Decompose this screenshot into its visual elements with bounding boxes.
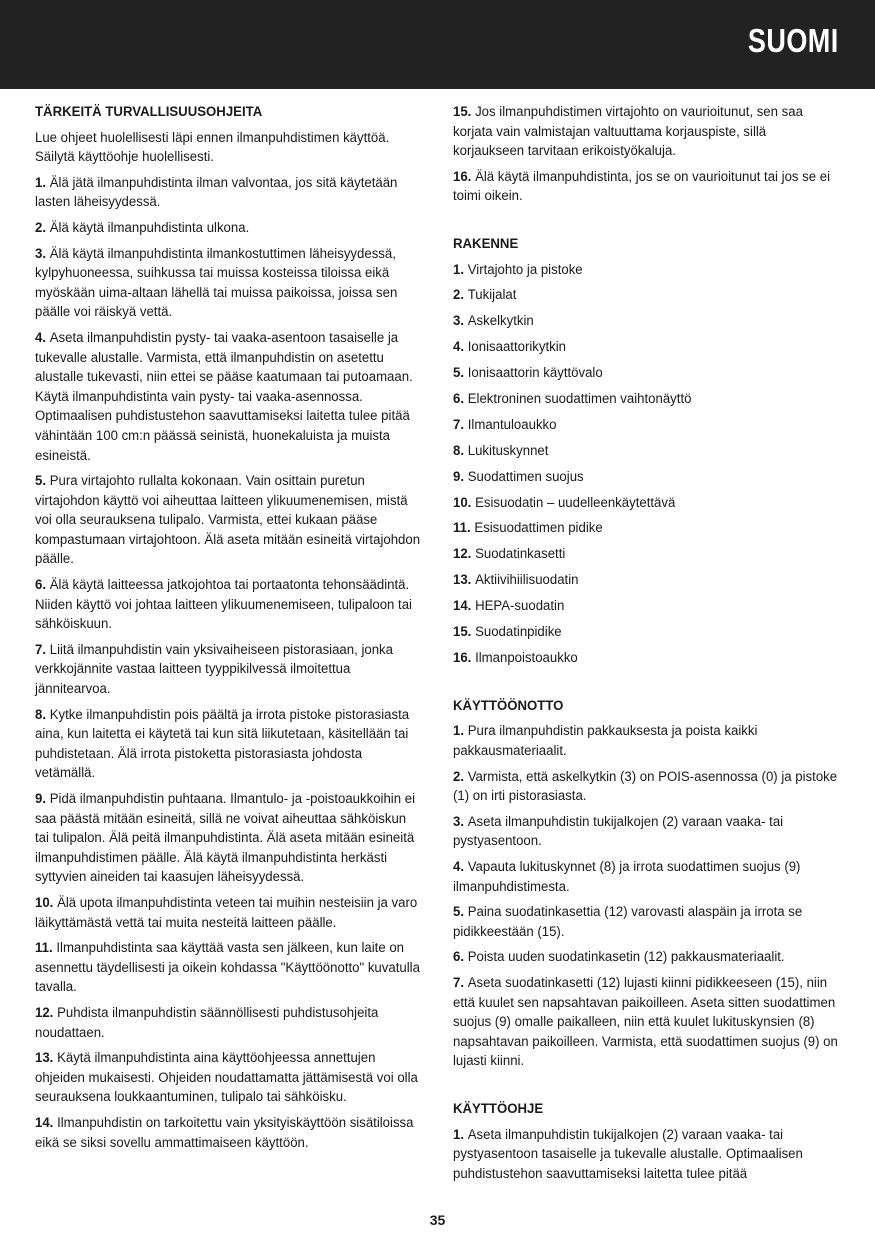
item-text: Ilmanpoistoaukko — [475, 649, 578, 666]
setup-heading: KÄYTTÖÖNOTTO — [453, 697, 564, 714]
item-number: 10. — [35, 894, 54, 911]
safety-item — [35, 790, 421, 888]
item-number: 5. — [35, 473, 47, 490]
structure-item — [453, 261, 812, 281]
item-number: 6. — [35, 577, 47, 594]
safety-intro: Lue ohjeet huolellisesti läpi ennen ilmanpuhdistimen käyttöä. Säilytä käyttöohje huolellisesti. — [35, 129, 390, 166]
usage-item — [453, 1126, 839, 1185]
safety-item — [35, 576, 421, 635]
item-text: Suodattimen suojus — [467, 468, 584, 485]
safety-item — [35, 1004, 421, 1043]
item-number: 11. — [35, 940, 53, 957]
structure-item — [453, 494, 812, 514]
setup-item — [453, 722, 839, 761]
item-number: 3. — [453, 813, 465, 830]
item-number: 4. — [453, 858, 465, 875]
item-text: Aseta ilmanpuhdistin tukijalkojen (2) varaan vaaka- tai pystyasentoon. — [453, 813, 784, 850]
safety-item — [35, 641, 421, 700]
item-text: Älä käytä ilmanpuhdistinta ulkona. — [49, 219, 250, 236]
item-number: 15. — [453, 104, 472, 120]
item-text: Älä käytä laitteessa jatkojohtoa tai portaatonta tehonsäädintä. Niiden käyttö voi johtaa laitteen ylikuumenemiseen, tulipaloon tai sähköiskuun. — [35, 577, 412, 633]
safety-list-right — [453, 103, 839, 207]
item-number: 13. — [453, 572, 472, 589]
safety-item — [35, 472, 421, 570]
setup-item — [453, 858, 839, 897]
item-text: Älä jätä ilmanpuhdistinta ilman valvontaa, jos sitä käytetään lasten läheisyydessä. — [35, 174, 398, 211]
item-number: 3. — [453, 313, 465, 330]
item-text: Ionisaattorikytkin — [467, 339, 567, 356]
item-text: Lukituskynnet — [467, 442, 549, 459]
setup-item — [453, 813, 839, 852]
structure-item — [453, 468, 812, 488]
item-number: 15. — [453, 624, 472, 641]
safety-item — [35, 245, 421, 323]
item-number: 13. — [35, 1050, 54, 1067]
item-number: 2. — [453, 287, 465, 304]
item-text: Varmista, että askelkytkin (3) on POIS-asennossa (0) ja pistoke (1) on irti pistorasiasta. — [453, 768, 838, 805]
item-number: 9. — [453, 468, 465, 485]
item-text: Poista uuden suodatinkasetin (12) pakkausmateriaalit. — [467, 949, 785, 966]
item-text: Ilmanpuhdistin on tarkoitettu vain yksityiskäyttöön sisätiloissa eikä se siksi sovellu ammattimaiseen käyttöön. — [35, 1114, 414, 1151]
safety-item — [453, 103, 839, 162]
item-number: 5. — [453, 365, 465, 382]
structure-item — [453, 286, 812, 306]
item-text: Tukijalat — [467, 287, 517, 304]
item-number: 1. — [35, 174, 47, 191]
structure-item — [453, 623, 812, 643]
item-text: Suodatinpidike — [475, 624, 562, 641]
right-column — [453, 103, 839, 1190]
item-number: 1. — [453, 723, 465, 740]
item-number: 3. — [35, 245, 47, 262]
structure-item — [453, 649, 812, 669]
item-text: Aseta suodatinkasetti (12) lujasti kiinni pidikkeeseen (15), niin että kuulet sen napsahtavan paikoilleen. Aseta sitten suodattimen suojus (9) omalle paikalleen, niin että kuulet lukituskynsien (8) napsahtavan paikoilleen. Varmista, että suodattimen suojus (9) on lujasti kiinni. — [453, 974, 838, 1070]
structure-item — [453, 364, 812, 384]
item-text: Pidä ilmanpuhdistin puhtaana. Ilmantulo- ja -poistoaukkoihin ei saa päästä mitään esineitä, sillä ne voivat aiheuttaa sähköiskun tai tulipalon. Älä peitä ilmanpuhdistinta. Älä aseta mitään esineitä ilmanpuhdistimen päälle. Älä käytä ilmanpuhdistinta herkästi syttyvien aineiden tai kaasujen läheisyydessä. — [35, 791, 416, 886]
item-number: 14. — [35, 1114, 54, 1131]
item-text: Elektroninen suodattimen vaihtonäyttö — [467, 391, 692, 408]
language-label: SUOMI — [748, 22, 839, 59]
item-number: 10. — [453, 494, 472, 511]
item-text: Aktiivihiilisuodatin — [475, 572, 579, 589]
item-number: 9. — [35, 791, 47, 807]
item-text: Jos ilmanpuhdistimen virtajohto on vaurioitunut, sen saa korjata vain valmistajan valtuuttama korjauspiste, sillä korjaukseen tarvitaan erikoistyökaluja. — [453, 104, 803, 160]
structure-heading: RAKENNE — [453, 235, 519, 252]
item-text: Paina suodatinkasettia (12) varovasti alaspäin ja irrota se pidikkeestään (15). — [453, 904, 803, 940]
item-number: 12. — [453, 546, 472, 563]
item-text: Esisuodatin – uudelleenkäytettävä — [475, 494, 676, 511]
left-column — [35, 103, 421, 1159]
item-number: 7. — [453, 974, 465, 991]
structure-item — [453, 338, 812, 358]
item-number: 7. — [35, 641, 47, 658]
structure-item — [453, 416, 812, 436]
safety-item — [35, 1114, 421, 1153]
item-number: 14. — [453, 598, 472, 615]
safety-item — [35, 174, 421, 213]
safety-item — [35, 706, 421, 784]
item-number: 2. — [453, 768, 465, 785]
item-text: Puhdista ilmanpuhdistin säännöllisesti puhdistusohjeita noudattaen. — [35, 1004, 379, 1041]
safety-heading: TÄRKEITÄ TURVALLISUUSOHJEITA — [35, 104, 263, 120]
structure-item — [453, 519, 812, 539]
item-number: 6. — [453, 391, 465, 408]
safety-item — [35, 1049, 421, 1108]
item-text: Virtajohto ja pistoke — [467, 261, 583, 278]
item-text: Ionisaattorin käyttövalo — [467, 365, 603, 382]
usage-heading: KÄYTTÖOHJE — [453, 1100, 544, 1117]
item-text: Pura ilmanpuhdistin pakkauksesta ja poista kaikki pakkausmateriaalit. — [453, 723, 758, 759]
setup-item — [453, 974, 839, 1072]
language-header-bar — [0, 0, 875, 89]
item-text: Suodatinkasetti — [475, 546, 566, 563]
item-text: Käytä ilmanpuhdistinta aina käyttöohjeessa annettujen ohjeiden mukaisesti. Ohjeiden noudattamatta jättämisestä voi olla seurauksena loukkaantuminen, tulipalo tai sähköisku. — [35, 1050, 418, 1106]
item-text: Aseta ilmanpuhdistin pysty- tai vaaka-asentoon tasaiselle ja tukevalle alustalle. Varmista, että ilmanpuhdistin on asetettu alustalle tukevasti, niin ettei se pääse kaatumaan tai putoamaan. Käytä ilmanpuhdistinta vain pysty- tai vaaka-asennossa. Optimaalisen puhdistustehon saavuttamiseksi laitetta tulee pitää vähintään 100 cm:n päässä seinistä, huonekaluista ja muista esineistä. — [35, 329, 413, 464]
item-text: Ilmanpuhdistinta saa käyttää vasta sen jälkeen, kun laite on asennettu täydellisesti ja oikein kohdassa "Käyttöönotto" kuvatulla tavalla. — [35, 940, 420, 996]
structure-item — [453, 442, 812, 462]
item-number: 7. — [453, 416, 465, 433]
item-number: 1. — [453, 261, 465, 278]
safety-item — [35, 939, 421, 998]
usage-list — [453, 1126, 839, 1185]
safety-item — [35, 329, 421, 466]
structure-item — [453, 571, 812, 591]
item-number: 8. — [35, 706, 47, 723]
item-number: 11. — [453, 520, 471, 537]
item-text: Aseta ilmanpuhdistin tukijalkojen (2) varaan vaaka- tai pystyasentoon tasaiselle ja tukevalle alustalle. Optimaalisen puhdistustehon saavuttamiseksi laitetta tulee pitää — [453, 1126, 803, 1182]
setup-list — [453, 722, 839, 1072]
page-number: 35 — [429, 1212, 446, 1228]
item-text: Pura virtajohto rullalta kokonaan. Vain osittain puretun virtajohdon käyttö voi aiheuttaa laitteen ylikuumenemisen, mistä voi olla seurauksena tulipalo. Varmista, ettei kukaan pääse kompastumaan virtajohtoon. Älä aseta mitään esineitä virtajohdon päälle. — [35, 473, 421, 568]
item-number: 6. — [453, 949, 465, 966]
setup-item — [453, 903, 839, 942]
item-number: 8. — [453, 442, 465, 459]
item-text: Älä upota ilmanpuhdistinta veteen tai muihin nesteisiin ja varo läikyttämästä vettä tai muita nesteitä laitteen päälle. — [35, 894, 418, 931]
structure-item — [453, 390, 812, 410]
item-text: Kytke ilmanpuhdistin pois päältä ja irrota pistoke pistorasiasta aina, kun laitetta ei käytetä tai kun sitä liikutetaan, käsitellään tai puhdistetaan. Älä irrota pistoketta pistorasiasta johdosta vetämällä. — [35, 706, 410, 782]
item-text: Ilmantuloaukko — [467, 416, 557, 433]
item-number: 16. — [453, 649, 472, 666]
item-number: 4. — [453, 339, 465, 356]
item-number: 4. — [35, 329, 47, 346]
setup-item — [453, 768, 839, 807]
item-number: 16. — [453, 168, 472, 185]
structure-item — [453, 545, 812, 565]
setup-item — [453, 948, 839, 968]
item-text: Älä käytä ilmanpuhdistinta ilmankostuttimen läheisyydessä, kylpyhuoneessa, suihkussa tai muissa kosteissa tiloissa eikä myöskään uima-altaan lähellä tai muissa paikoissa, joissa sen päälle voi räiskyä vettä. — [35, 245, 398, 321]
item-text: Älä käytä ilmanpuhdistinta, jos se on vaurioitunut tai jos se ei toimi oikein. — [453, 168, 831, 205]
item-number: 2. — [35, 219, 47, 236]
item-text: Liitä ilmanpuhdistin vain yksivaiheiseen pistorasiaan, jonka verkkojännite vastaa laitteen tyyppikilvessä ilmoitettua jännitearvoa. — [35, 641, 393, 698]
safety-item — [453, 168, 839, 207]
structure-list — [453, 261, 839, 669]
item-number: 1. — [453, 1126, 465, 1143]
item-text: HEPA-suodatin — [475, 598, 565, 615]
structure-item — [453, 597, 812, 617]
item-number: 12. — [35, 1004, 54, 1021]
safety-list-left — [35, 174, 421, 1153]
safety-item — [35, 894, 421, 933]
item-text: Askelkytkin — [467, 313, 534, 330]
item-text: Vapauta lukituskynnet (8) ja irrota suodattimen suojus (9) ilmanpuhdistimesta. — [453, 858, 801, 895]
safety-item — [35, 219, 421, 239]
structure-item — [453, 312, 812, 332]
item-text: Esisuodattimen pidike — [474, 520, 603, 537]
item-number: 5. — [453, 904, 465, 921]
